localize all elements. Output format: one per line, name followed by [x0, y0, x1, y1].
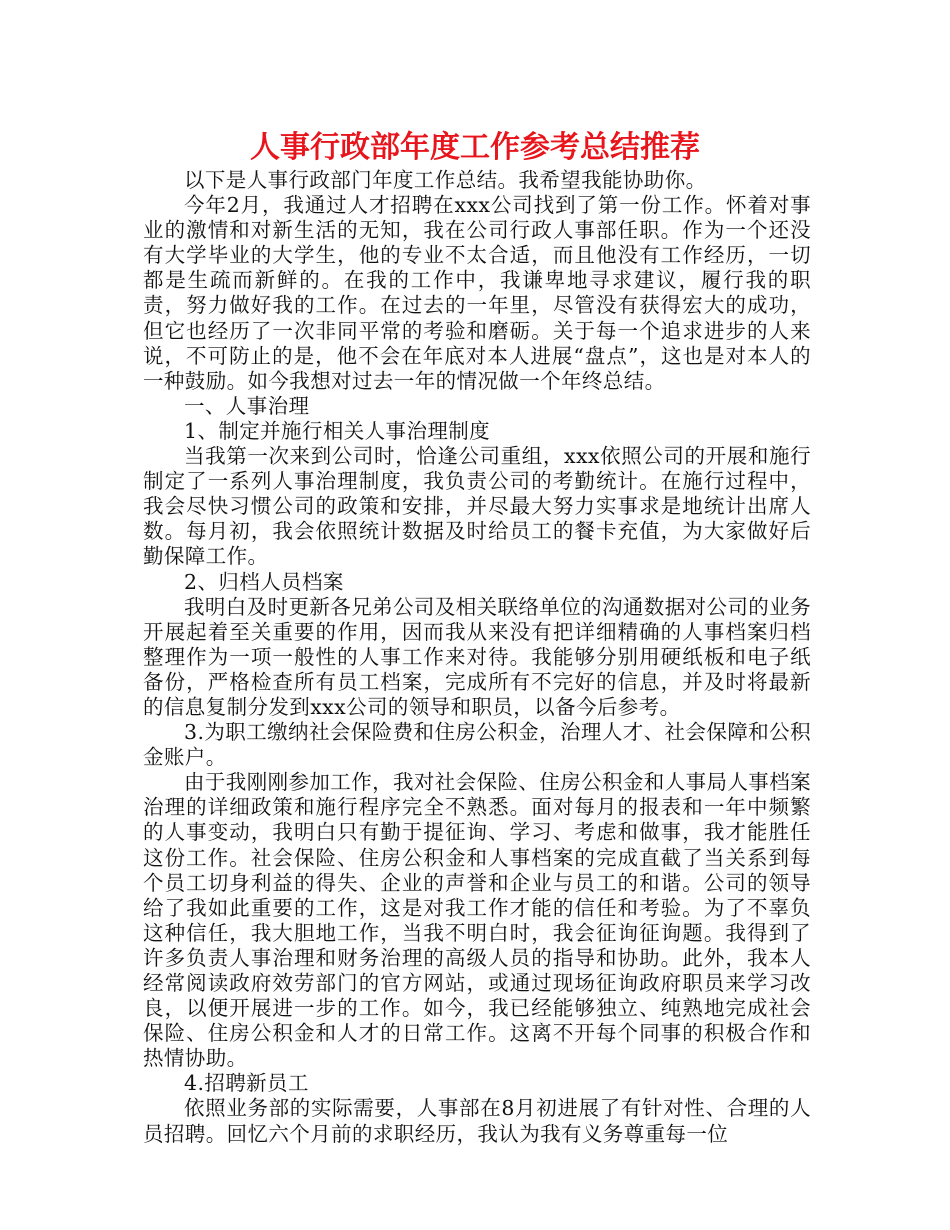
paragraph-4: 依照业务部的实际需要，人事部在8月初进展了有针对性、合理的人员招聘。回忆六个月前的求职经历，我认为我有义务尊重每一位	[143, 1096, 811, 1146]
subheading-4: 4.招聘新员工	[184, 1071, 309, 1096]
document-title: 人事行政部年度工作参考总结推荐	[250, 130, 700, 165]
document-body	[143, 168, 811, 1147]
subheading-2: 2、归档人员档案	[184, 569, 344, 594]
paragraph-1: 当我第一次来到公司时，恰逢公司重组，xxx依照公司的开展和施行制定了一系列人事治理制度，我负责公司的考勤统计。在施行过程中，我会尽快习惯公司的政策和安排，并尽最大努力实事求是地统计出席人数。每月初，我会依照统计数据及时给员工的餐卡充值，为大家做好后勤保障工作。	[143, 444, 811, 569]
paragraph-intro: 以下是人事行政部门年度工作总结。我希望我能协助你。	[184, 168, 707, 192]
paragraph-3: 由于我刚刚参加工作，我对社会保险、住房公积金和人事局人事档案治理的详细政策和施行程序完全不熟悉。面对每月的报表和一年中频繁的人事变动，我明白只有勤于提征询、学习、考虑和做事，我才能胜任这份工作。社会保险、住房公积金和人事档案的完成直截了当关系到每个员工切身利益的得失、企业的声誉和企业与员工的和谐。公司的领导给了我如此重要的工作，这是对我工作才能的信任和考验。为了不辜负这种信任，我大胆地工作，当我不明白时，我会征询征询题。我得到了许多负责人事治理和财务治理的高级人员的指导和协助。此外，我本人经常阅读政府效劳部门的官方网站，或通过现场征询政府职员来学习改良，以便开展进一步的工作。如今，我已经能够独立、纯熟地完成社会保险、住房公积金和人才的日常工作。这离不开每个同事的积极合作和热情协助。	[143, 770, 811, 1071]
subheading-3: 3.为职工缴纳社会保险费和住房公积金，治理人才、社会保障和公积金账户。	[143, 720, 811, 770]
subheading-1: 1、制定并施行相关人事治理制度	[184, 418, 491, 443]
paragraph-background: 今年2月，我通过人才招聘在xxx公司找到了第一份工作。怀着对事业的激情和对新生活的无知，我在公司行政人事部任职。作为一个还没有大学毕业的大学生，他的专业不太合适，而且他没有工作经历，一切都是生疏而新鲜的。在我的工作中，我谦卑地寻求建议，履行我的职责，努力做好我的工作。在过去的一年里，尽管没有获得宏大的成功，但它也经历了一次非同平常的考验和磨砺。关于每一个追求进步的人来说，不可防止的是，他不会在年底对本人进展“盘点”，这也是对本人的一种鼓励。如今我想对过去一年的情况做一个年终总结。	[143, 193, 811, 393]
section-heading-personnel: 一、人事治理	[184, 393, 310, 418]
paragraph-2: 我明白及时更新各兄弟公司及相关联络单位的沟通数据对公司的业务开展起着至关重要的作用，因而我从来没有把详细精确的人事档案归档整理作为一项一般性的人事工作来对待。我能够分别用硬纸板和电子纸备份，严格检查所有员工档案，完成所有不完好的信息，并及时将最新的信息复制分发到xxx公司的领导和职员，以备今后参考。	[143, 594, 811, 719]
